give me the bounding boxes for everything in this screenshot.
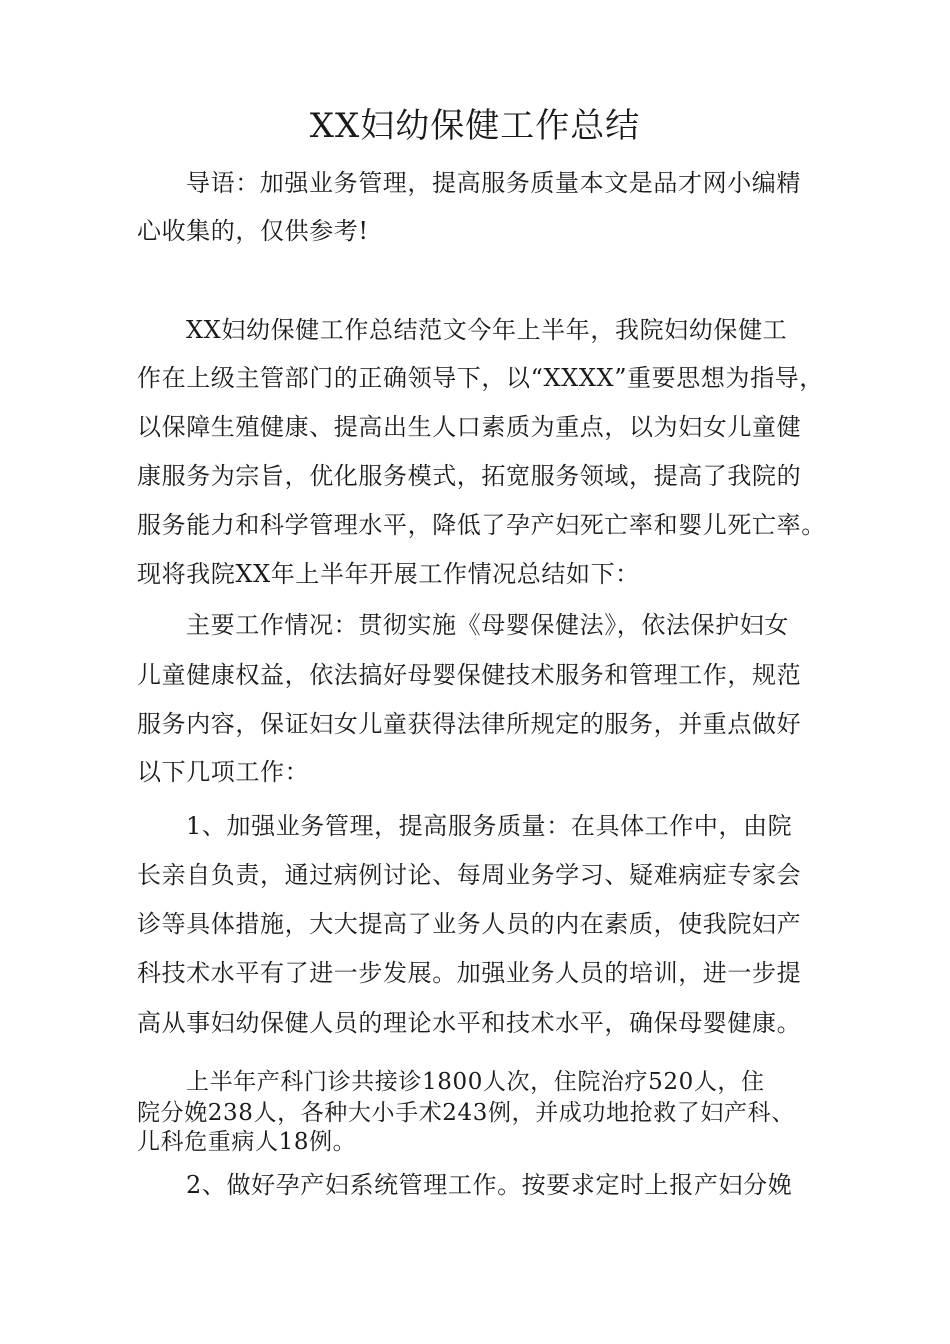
paragraph-line: 以下几项工作：: [137, 758, 310, 786]
paragraph-line: 2、做好孕产妇系统管理工作。按要求定时上报产妇分娩: [186, 1171, 793, 1199]
paragraph-line: 服务内容，保证妇女儿童获得法律所规定的服务，并重点做好: [137, 710, 802, 738]
paragraph-line: 儿童健康权益，依法搞好母婴保健技术服务和管理工作，规范: [137, 661, 802, 689]
document-title: XX妇幼保健工作总结: [309, 106, 641, 146]
paragraph-line: 诊等具体措施，大大提高了业务人员的内在素质，使我院妇产: [137, 910, 802, 938]
paragraph-line: 上半年产科门诊共接诊1800人次，住院治疗520人，住: [186, 1069, 765, 1095]
paragraph-line: 1、加强业务管理，提高服务质量：在具体工作中，由院: [186, 812, 793, 840]
paragraph-line: 康服务为宗旨，优化服务模式，拓宽服务领域，提高了我院的: [137, 462, 802, 490]
paragraph-line: 作在上级主管部门的正确领导下，以“XXXX”重要思想为指导，: [137, 364, 824, 392]
paragraph-line: 院分娩238人，各种大小手术243例，并成功地抢救了妇产科、: [137, 1100, 795, 1126]
paragraph-line: 高从事妇幼保健人员的理论水平和技术水平，确保母婴健康。: [137, 1009, 802, 1037]
paragraph-line: 以保障生殖健康、提高出生人口素质为重点，以为妇女儿童健: [137, 413, 802, 441]
intro-line: 心收集的，仅供参考!: [137, 217, 369, 245]
paragraph-line: 长亲自负责，通过病例讨论、每周业务学习、疑难病症专家会: [137, 861, 802, 889]
paragraph-line: XX妇幼保健工作总结范文今年上半年，我院妇幼保健工: [186, 316, 788, 344]
paragraph-line: 服务能力和科学管理水平，降低了孕产妇死亡率和婴儿死亡率。: [137, 511, 826, 539]
paragraph-line: 主要工作情况：贯彻实施《母婴保健法》，依法保护妇女: [186, 611, 789, 639]
paragraph-line: 现将我院XX年上半年开展工作情况总结如下：: [137, 560, 640, 588]
intro-line: 导语：加强业务管理，提高服务质量本文是品才网小编精: [186, 169, 801, 197]
paragraph-line: 儿科危重病人18例。: [137, 1129, 357, 1155]
paragraph-line: 科技术水平有了进一步发展。加强业务人员的培训，进一步提: [137, 959, 802, 987]
